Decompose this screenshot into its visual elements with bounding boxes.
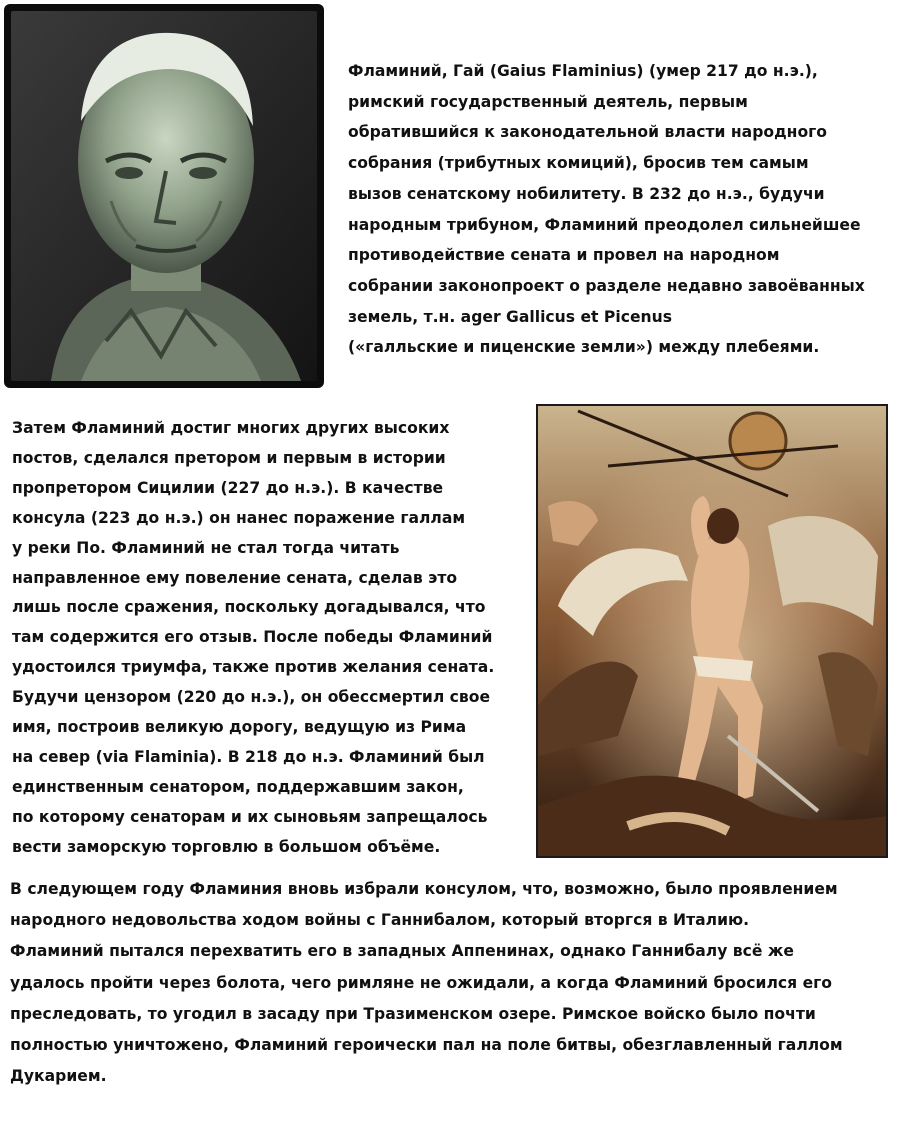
intro-line: собрания (трибутных комиций), бросив тем самым bbox=[348, 154, 809, 173]
intro-line: земель, т.н. ager Gallicus et Picenus bbox=[348, 307, 673, 326]
intro-line: («галльские и пиценские земли») между плебеями. bbox=[348, 338, 820, 357]
career-line: на север (via Flaminia). В 218 до н.э. Фламиний был bbox=[12, 747, 485, 766]
career-line: у реки По. Фламиний не стал тогда читать bbox=[12, 538, 400, 557]
career-line: лишь после сражения, поскольку догадывался, что bbox=[12, 598, 486, 617]
career-paragraph bbox=[12, 414, 494, 863]
intro-line: противодействие сената и провел на народном bbox=[348, 246, 780, 265]
battle-painting-frame bbox=[536, 404, 888, 858]
intro-line: римский государственный деятель, первым bbox=[348, 92, 748, 111]
intro-line: вызов сенатскому нобилитету. В 232 до н.э., будучи bbox=[348, 184, 825, 203]
career-line: единственным сенатором, поддержавшим закон, bbox=[12, 777, 464, 796]
final-line: Дукарием. bbox=[10, 1067, 107, 1086]
intro-line: Фламиний, Гай (Gaius Flaminius) (умер 217 до н.э.), bbox=[348, 62, 818, 80]
career-line: Затем Фламиний достиг многих других высоких bbox=[12, 419, 450, 437]
career-line: по которому сенаторам и их сыновьям запрещалось bbox=[12, 807, 488, 826]
career-line: постов, сделался претором и первым в истории bbox=[12, 448, 446, 467]
intro-line: обратившийся к законодательной власти народного bbox=[348, 123, 828, 142]
career-line: направленное ему повеление сената, сделав это bbox=[12, 568, 458, 587]
intro-paragraph bbox=[348, 56, 865, 363]
final-line: В следующем году Фламиния вновь избрали консулом, что, возможно, было проявлением bbox=[10, 880, 838, 898]
final-line: удалось пройти через болота, чего римляне не ожидали, а когда Фламиний бросился его bbox=[10, 973, 832, 992]
battle-scene-painting-icon bbox=[538, 406, 886, 856]
portrait-image-frame bbox=[4, 4, 324, 388]
final-line: народного недовольства ходом войны с Ганнибалом, который вторгся в Италию. bbox=[10, 911, 750, 930]
marble-bust-portrait-icon bbox=[11, 11, 317, 381]
career-line: Будучи цензором (220 до н.э.), он обессмертил свое bbox=[12, 688, 491, 707]
career-line: вести заморскую торговлю в большом объёме. bbox=[12, 837, 441, 856]
final-paragraph bbox=[10, 874, 843, 1092]
career-line: удостоился триумфа, также против желания сената. bbox=[12, 658, 495, 677]
career-line: консула (223 до н.э.) он нанес поражение галлам bbox=[12, 508, 466, 527]
career-line: пропретором Сицилии (227 до н.э.). В качестве bbox=[12, 478, 444, 497]
final-line: полностью уничтожено, Фламиний героически пал на поле битвы, обезглавленный галлом bbox=[10, 1036, 843, 1055]
final-line: преследовать, то угодил в засаду при Тразименском озере. Римское войско было почти bbox=[10, 1004, 816, 1023]
final-line: Фламиний пытался перехватить его в западных Аппенинах, однако Ганнибалу всё же bbox=[10, 942, 795, 961]
intro-line: собрании законопроект о разделе недавно завоёванных bbox=[348, 276, 865, 295]
career-line: имя, построив великую дорогу, ведущую из Рима bbox=[12, 718, 467, 737]
career-line: там содержится его отзыв. После победы Фламиний bbox=[12, 628, 493, 647]
intro-line: народным трибуном, Фламиний преодолел сильнейшее bbox=[348, 215, 861, 234]
